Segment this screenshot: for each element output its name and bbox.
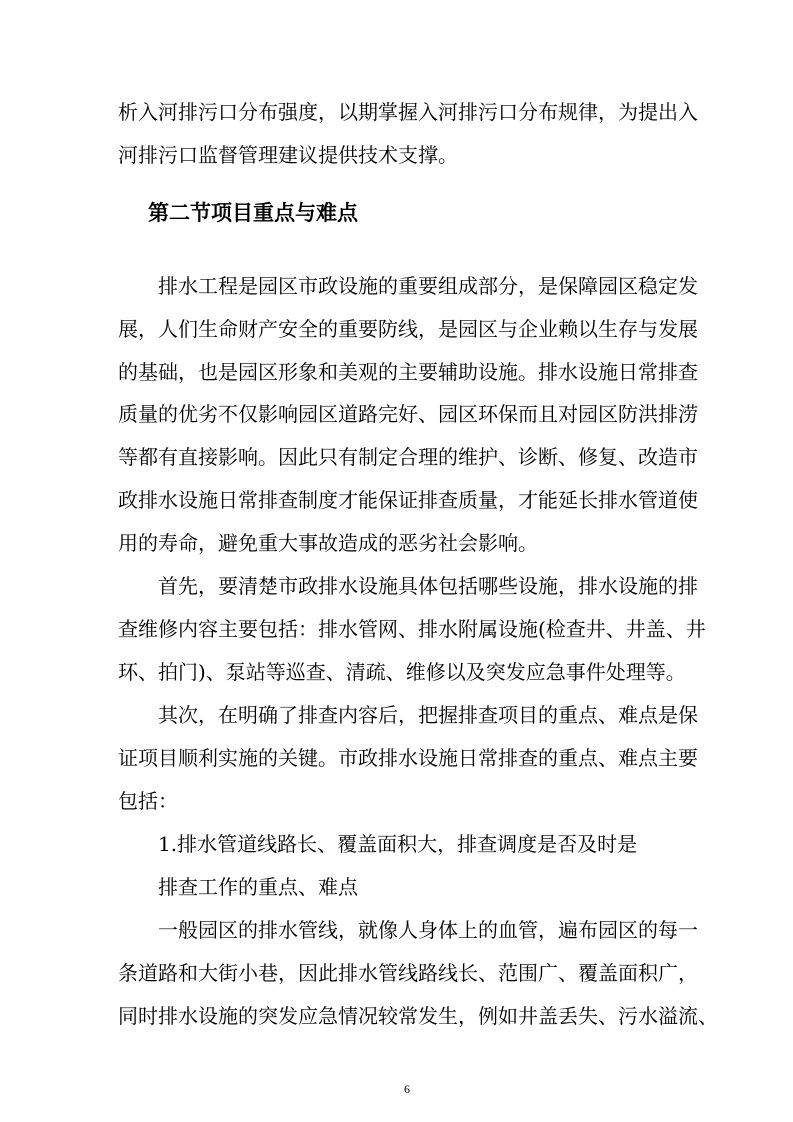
section-heading: 第二节项目重点与难点 bbox=[148, 201, 358, 225]
text-line: 同时排水设施的突发应急情况较常发生，例如井盖丢失、污水溢流、 bbox=[118, 1004, 718, 1028]
text-line: 质量的优劣不仅影响园区道路完好、园区环保而且对园区防洪排涝 bbox=[118, 402, 698, 426]
text-line: 1.排水管道线路长、覆盖面积大，排查调度是否及时是 bbox=[158, 832, 638, 856]
text-line: 河排污口监督管理建议提供技术支撑。 bbox=[118, 143, 458, 167]
text-line: 用的寿命，避免重大事故造成的恶劣社会影响。 bbox=[118, 531, 538, 555]
text-line: 排水工程是园区市政设施的重要组成部分，是保障园区稳定发 bbox=[158, 274, 698, 298]
text-line: 析入河排污口分布强度，以期掌握入河排污口分布规律，为提出入 bbox=[118, 100, 698, 124]
text-line: 一般园区的排水管线，就像人身体上的血管，遍布园区的每一 bbox=[158, 918, 698, 942]
text-line: 展，人们生命财产安全的重要防线，是园区与企业赖以生存与发展 bbox=[118, 317, 698, 341]
text-line: 条道路和大街小巷，因此排水管线路线长、范围广、覆盖面积广， bbox=[118, 961, 698, 985]
text-line: 环、拍门)、泵站等巡查、清疏、维修以及突发应急事件处理等。 bbox=[118, 660, 686, 684]
text-line: 的基础，也是园区形象和美观的主要辅助设施。排水设施日常排查 bbox=[118, 360, 698, 384]
text-line: 首先，要清楚市政排水设施具体包括哪些设施，排水设施的排 bbox=[158, 574, 698, 598]
text-line: 政排水设施日常排查制度才能保证排查质量，才能延长排水管道使 bbox=[118, 488, 698, 512]
text-line: 排查工作的重点、难点 bbox=[158, 875, 358, 899]
text-line: 查维修内容主要包括：排水管网、排水附属设施(检查井、井盖、井 bbox=[118, 617, 706, 641]
text-line: 等都有直接影响。因此只有制定合理的维护、诊断、修复、改造市 bbox=[118, 445, 698, 469]
text-line: 其次，在明确了排查内容后，把握排查项目的重点、难点是保 bbox=[158, 703, 698, 727]
text-line: 包括： bbox=[118, 789, 178, 813]
page-number: 6 bbox=[404, 1082, 410, 1096]
text-line: 证项目顺利实施的关键。市政排水设施日常排查的重点、难点主要 bbox=[118, 746, 698, 770]
